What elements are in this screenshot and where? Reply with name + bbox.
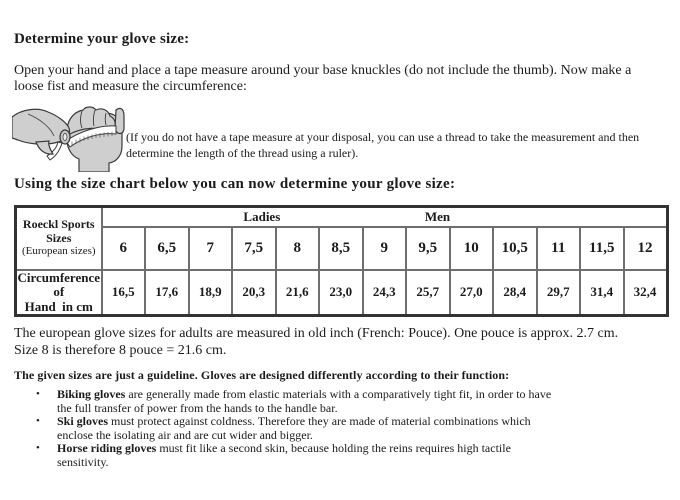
size-cell: 8,5 bbox=[319, 227, 363, 270]
size-row bbox=[16, 227, 668, 270]
circumference-cell: 25,7 bbox=[406, 270, 450, 316]
guideline-heading: The given sizes are just a guideline. Gloves are designed differently according to their function: bbox=[14, 368, 510, 382]
circumference-cell: 27,0 bbox=[450, 270, 494, 316]
circumference-cell: 24,3 bbox=[363, 270, 407, 316]
paragraph-line: loose fist and measure the circumference: bbox=[14, 79, 247, 94]
size-cell: 12 bbox=[624, 227, 668, 270]
size-cell: 8 bbox=[276, 227, 320, 270]
pouce-explanation-paragraph bbox=[14, 326, 674, 359]
measure-instructions-paragraph bbox=[14, 63, 674, 95]
glove-size-table bbox=[14, 205, 669, 317]
corner-label-line: Roeckl Sports bbox=[22, 217, 95, 231]
size-chart-heading: Using the size chart below you can now determine your glove size: bbox=[14, 176, 456, 192]
circumference-cell: 32,4 bbox=[624, 270, 668, 316]
note-line: determine the length of the thread using a ruler). bbox=[126, 146, 359, 160]
bullet-icon: • bbox=[36, 388, 40, 400]
circumference-cell: 18,9 bbox=[189, 270, 233, 316]
page-title: Determine your glove size: bbox=[14, 31, 190, 47]
list-item-lead: Horse riding gloves bbox=[57, 441, 157, 456]
size-cell: 10 bbox=[450, 227, 494, 270]
table-corner-label bbox=[16, 207, 102, 270]
list-item-text: must fit like a second skin, because holding the reins requires high tactile bbox=[156, 441, 511, 456]
list-item-horse-riding-gloves bbox=[14, 442, 664, 469]
size-cell: 7 bbox=[189, 227, 233, 270]
paragraph-line: Size 8 is therefore 8 pouce = 21.6 cm. bbox=[14, 342, 227, 358]
list-item-text: sensitivity. bbox=[57, 454, 109, 469]
size-cell: 9 bbox=[363, 227, 407, 270]
thread-alternative-note bbox=[126, 129, 674, 161]
size-cell: 7,5 bbox=[232, 227, 276, 270]
circumference-label-line: Circumference of bbox=[17, 269, 101, 299]
list-item-ski-gloves bbox=[14, 415, 664, 442]
size-cell: 10,5 bbox=[493, 227, 537, 270]
corner-label-subline: (European sizes) bbox=[21, 245, 96, 257]
list-item-text: the full transfer of power from the hands to the handle bar. bbox=[57, 400, 338, 415]
size-cell: 6,5 bbox=[145, 227, 189, 270]
paragraph-line: Open your hand and place a tape measure around your base knuckles (do not include the thumb). Now make a bbox=[14, 63, 632, 78]
bullet-icon: • bbox=[36, 442, 40, 455]
list-item-text: are generally made from elastic materials with a comparatively tight fit, in order to have bbox=[125, 387, 552, 401]
circumference-cell: 20,3 bbox=[232, 270, 276, 316]
list-item-lead: Biking gloves bbox=[57, 387, 126, 401]
paragraph-line: The european glove sizes for adults are measured in old inch (French: Pouce). One pouce is approx. 2.7 cm. bbox=[14, 326, 619, 341]
bullet-icon: • bbox=[36, 415, 40, 428]
list-item-biking-gloves bbox=[14, 388, 664, 415]
circumference-cell: 16,5 bbox=[102, 270, 146, 316]
size-cell: 6 bbox=[102, 227, 146, 270]
ladies-group-header: Ladies bbox=[243, 208, 281, 224]
hand-tape-measure-illustration bbox=[12, 105, 125, 172]
gender-group-header-row bbox=[102, 207, 668, 227]
circumference-label-line: Hand in cm bbox=[24, 298, 93, 314]
men-group-header: Men bbox=[424, 208, 451, 224]
glove-types-list bbox=[14, 388, 664, 470]
list-item-text: must protect against coldness. Therefore they are made of material combinations which bbox=[108, 414, 531, 429]
list-item-lead: Ski gloves bbox=[57, 414, 109, 429]
circumference-cell: 28,4 bbox=[493, 270, 537, 316]
circumference-cell: 17,6 bbox=[145, 270, 189, 316]
circumference-cell: 21,6 bbox=[276, 270, 320, 316]
size-cell: 9,5 bbox=[406, 227, 450, 270]
size-cell: 11,5 bbox=[580, 227, 624, 270]
circumference-cell: 23,0 bbox=[319, 270, 363, 316]
circumference-cell: 31,4 bbox=[580, 270, 624, 316]
list-item-text: enclose the isolating air and are cut wider and bigger. bbox=[57, 427, 313, 442]
circumference-row bbox=[16, 270, 668, 316]
circumference-row-label bbox=[16, 270, 102, 316]
circumference-cell: 29,7 bbox=[537, 270, 581, 316]
size-cell: 11 bbox=[537, 227, 581, 270]
note-line: (If you do not have a tape measure at your disposal, you can use a thread to take the measurement and then bbox=[126, 130, 640, 144]
corner-label-line: Sizes bbox=[46, 230, 72, 245]
